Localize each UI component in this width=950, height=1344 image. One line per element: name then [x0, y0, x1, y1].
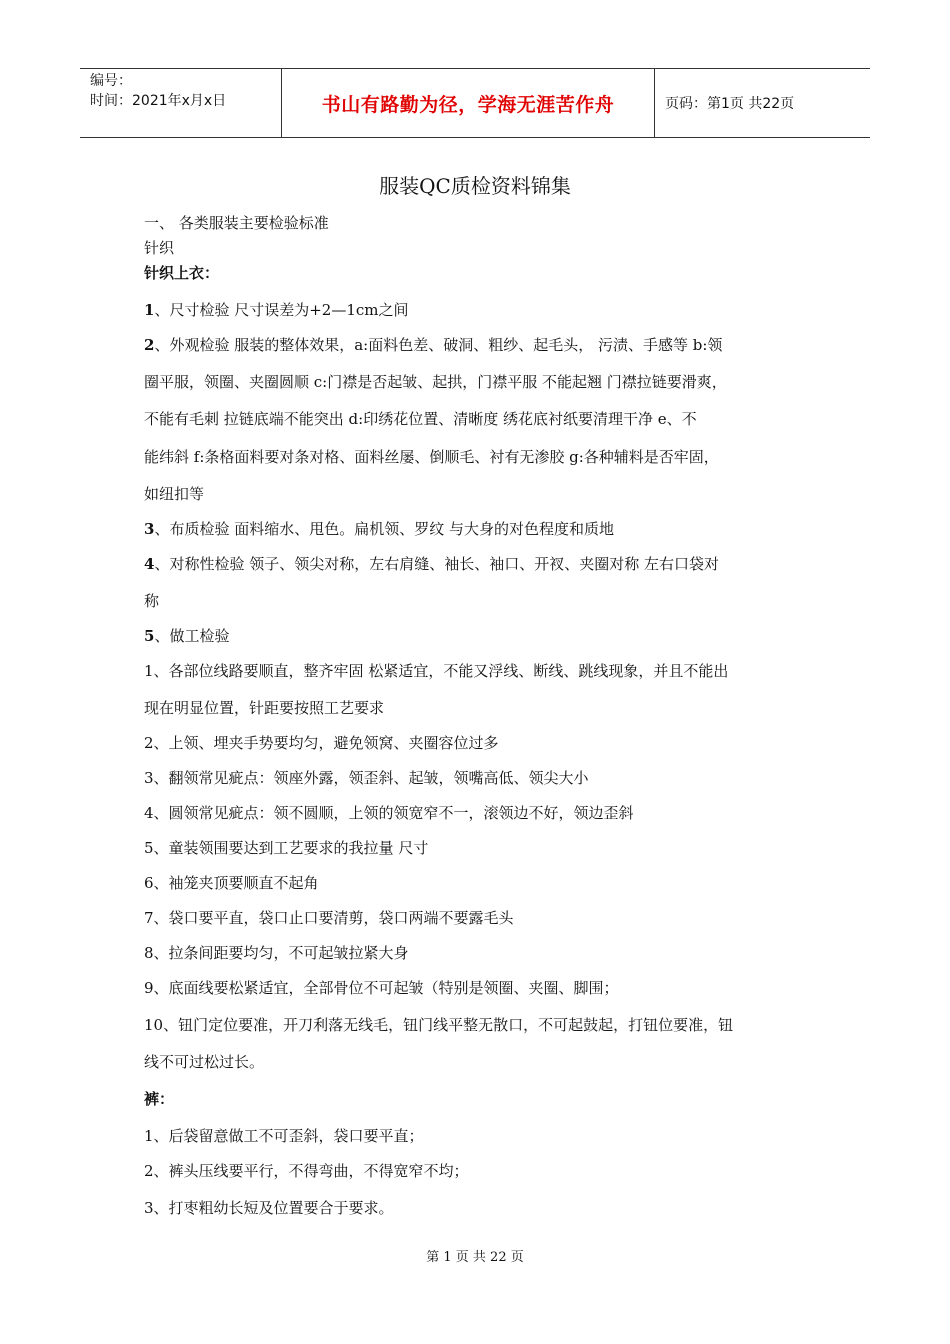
- body-line: 1、尺寸检验 尺寸误差为+2—1cm之间: [144, 301, 409, 319]
- body-line: 8、拉条间距要均匀，不可起皱拉紧大身: [144, 944, 409, 962]
- document-title: 服装QC质检资料锦集: [379, 174, 571, 198]
- body-line: 2、外观检验 服装的整体效果，a:面料色差、破洞、粗纱、起毛头， 污渍、手感等 b:领: [144, 336, 723, 354]
- subsection-heading: 裤：: [144, 1090, 175, 1108]
- header-motto-cell: [282, 69, 655, 137]
- body-line: 2、裤头压线要平行，不得弯曲，不得宽窄不均；: [144, 1162, 469, 1180]
- body-line: 不能有毛刺 拉链底端不能突出 d:印绣花位置、清晰度 绣花底衬纸要清理干净 e、不: [144, 410, 697, 428]
- body-line: 5、童装领围要达到工艺要求的我拉量 尺寸: [144, 839, 429, 857]
- subsection-label: 针织: [144, 239, 175, 257]
- page-footer: 第 1 页 共 22 页: [426, 1250, 524, 1265]
- body-line: 称: [144, 592, 160, 610]
- page-header: [80, 68, 870, 138]
- header-info-cell: [80, 69, 282, 137]
- body-line: 能纬斜 f:条格面料要对条对格、面料丝屡、倒顺毛、衬有无渗胶 g:各种辅料是否牢固，: [144, 448, 719, 466]
- number-label: 编号：: [90, 73, 132, 89]
- header-page-cell: [655, 69, 870, 137]
- body-line: 3、布质检验 面料缩水、甩色。扁机领、罗纹 与大身的对色程度和质地: [144, 520, 614, 538]
- time-label: 时间：2021年x月x日: [90, 93, 227, 109]
- subsection-heading: 针织上衣：: [144, 264, 220, 282]
- page-info: 页码：第1页 共22页: [665, 96, 795, 112]
- body-line: 6、袖笼夹顶要顺直不起角: [144, 874, 319, 892]
- body-line: 9、底面线要松紧适宜，全部骨位不可起皱（特别是领圈、夹圈、脚围；: [144, 979, 619, 997]
- body-line: 现在明显位置，针距要按照工艺要求: [144, 699, 385, 717]
- body-line: 如纽扣等: [144, 485, 205, 503]
- body-line: 3、打枣粗幼长短及位置要合于要求。: [144, 1199, 394, 1217]
- body-line: 5、做工检验: [144, 627, 230, 645]
- body-line: 7、袋口要平直，袋口止口要清剪，袋口两端不要露毛头: [144, 909, 514, 927]
- body-line: 1、各部位线路要顺直，整齐牢固 松紧适宜，不能又浮线、断线、跳线现象，并且不能出: [144, 662, 729, 680]
- body-line: 4、圆领常见疵点：领不圆顺，上领的领宽窄不一，滚领边不好，领边歪斜: [144, 804, 634, 822]
- body-line: 3、翻领常见疵点：领座外露，领歪斜、起皱，领嘴高低、领尖大小: [144, 769, 589, 787]
- body-line: 1、后袋留意做工不可歪斜，袋口要平直；: [144, 1127, 424, 1145]
- body-line: 4、对称性检验 领子、领尖对称，左右肩缝、袖长、袖口、开衩、夹圈对称 左右口袋对: [144, 555, 719, 573]
- section-heading: 一、 各类服装主要检验标准: [144, 214, 329, 232]
- motto-text: 书山有路勤为径，学海无涯苦作舟: [321, 93, 615, 116]
- body-line: 2、上领、埋夹手势要均匀，避免领窝、夹圈容位过多: [144, 734, 499, 752]
- body-line: 线不可过松过长。: [144, 1053, 265, 1071]
- body-line: 圈平服，领圈、夹圈圆顺 c:门襟是否起皱、起拱，门襟平服 不能起翘 门襟拉链要滑爽，: [144, 373, 727, 391]
- body-line: 10、钮门定位要准，开刀利落无线毛，钮门线平整无散口，不可起鼓起，打钮位要准，钮: [144, 1016, 734, 1034]
